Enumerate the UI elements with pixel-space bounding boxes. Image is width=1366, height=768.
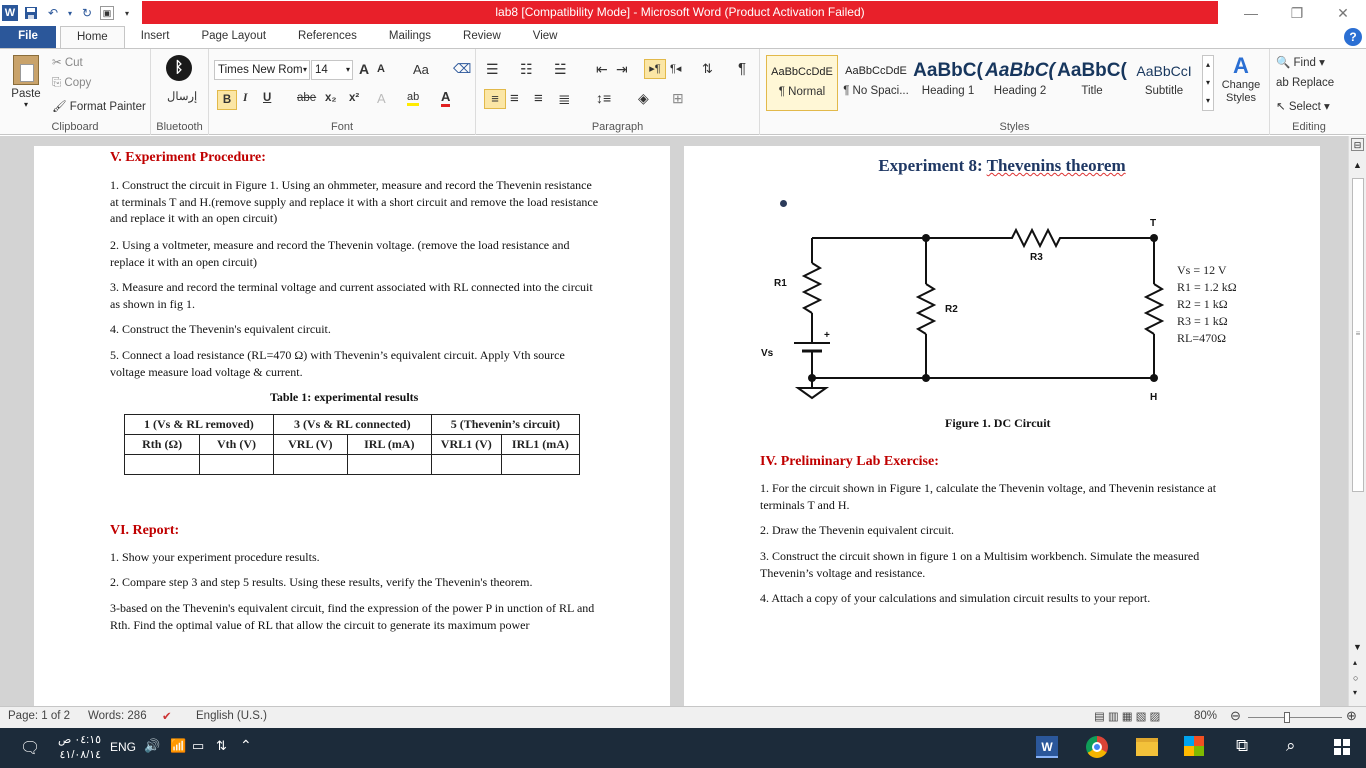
table-col: IRL1 (mA)	[501, 435, 579, 455]
tab-mailings[interactable]: Mailings	[388, 30, 432, 42]
procedure-step-3: 3. Measure and record the terminal voltage and current associated with RL connected into the circuit as shown in fig 1.	[110, 280, 593, 311]
value-rl: RL=470Ω	[1177, 331, 1227, 345]
table-row	[125, 455, 580, 475]
undo-icon[interactable]: ↶	[47, 6, 59, 20]
cut-button[interactable]: ✂ Cut	[52, 57, 83, 69]
volume-icon[interactable]: 🔊	[144, 738, 161, 753]
shrink-font-button[interactable]: A	[377, 63, 385, 75]
table-col: IRL (mA)	[347, 435, 431, 455]
sort-icon[interactable]: ⇅	[702, 61, 713, 76]
qat-more-icon[interactable]: ▾	[124, 8, 129, 18]
style-subtitle[interactable]: AaBbCcI Subtitle	[1136, 63, 1192, 97]
align-right-icon[interactable]: ≡	[534, 90, 543, 107]
value-r3: R3 = 1 kΩ	[1177, 314, 1228, 328]
scroll-down-icon[interactable]: ▼	[1353, 642, 1362, 652]
word-count[interactable]: Words: 286	[88, 710, 147, 722]
proofing-icon[interactable]: ✔	[162, 711, 172, 723]
page-right	[684, 146, 1320, 726]
node-dot	[922, 234, 930, 242]
editing-group	[1270, 49, 1348, 135]
paragraph-label: Paragraph	[591, 121, 644, 133]
bullets-icon[interactable]: ☰	[486, 61, 499, 77]
page-count[interactable]: Page: 1 of 2	[8, 710, 71, 722]
document-area	[0, 136, 1348, 706]
exercise-3: 3. Construct the circuit shown in figure 1 on a Multisim workbench. Simulate the measured Thevenin’s voltage and resistance.	[760, 549, 1200, 580]
procedure-step-4: 4. Construct the Thevenin's equivalent circuit.	[110, 322, 331, 336]
format-painter-button[interactable]: 🖌 Format Painter	[52, 101, 146, 113]
customize-icon[interactable]: ▣	[100, 6, 114, 20]
battery-icon[interactable]: ▭	[192, 738, 205, 753]
style-normal[interactable]: AaBbCcDdE ¶ Normal	[766, 55, 838, 111]
tab-insert[interactable]: Insert	[140, 30, 170, 42]
label-r2: R2	[945, 304, 958, 315]
results-table	[124, 414, 580, 475]
show-marks-icon[interactable]: ¶	[738, 60, 747, 77]
shading-icon[interactable]: ◈	[638, 90, 649, 106]
ribbon-tabs	[0, 26, 1366, 48]
quick-access-toolbar	[0, 1, 136, 25]
replace-button[interactable]: ab Replace	[1276, 77, 1335, 89]
figure-caption: Figure 1. DC Circuit	[945, 416, 1051, 430]
ruler-toggle-icon[interactable]: ⊟	[1351, 138, 1364, 151]
style-title[interactable]: AaBbC( Title	[1057, 60, 1127, 97]
paste-button[interactable]: Paste ▾	[6, 53, 46, 113]
bluetooth-label: Bluetooth	[156, 121, 203, 133]
paste-icon	[13, 55, 39, 85]
styles-group	[760, 49, 1270, 135]
component-values	[1177, 262, 1237, 347]
zoom-slider[interactable]	[1248, 717, 1342, 718]
label-h: H	[1150, 392, 1158, 403]
tab-home[interactable]: Home	[60, 26, 125, 48]
save-icon[interactable]	[22, 4, 40, 22]
zoom-thumb[interactable]	[1284, 712, 1290, 723]
tab-review[interactable]: Review	[463, 30, 501, 42]
label-plus: +	[824, 330, 830, 341]
node-dot	[808, 374, 816, 382]
bluetooth-icon[interactable]: ᛒ	[166, 55, 192, 81]
zoom-in-icon[interactable]: ⊕	[1346, 708, 1357, 723]
clear-format-icon[interactable]: ⌫	[453, 61, 472, 76]
experiment-title: Experiment 8: Thevenins theorem	[878, 156, 1126, 175]
procedure-heading: V. Experiment Procedure:	[110, 150, 266, 165]
label-r1: R1	[774, 278, 787, 289]
task-view-icon[interactable]: ⧉	[1236, 736, 1249, 755]
style-heading-1[interactable]: AaBbC( Heading 1	[913, 60, 983, 97]
style-heading-2[interactable]: AaBbC( Heading 2	[985, 60, 1055, 97]
label-t: T	[1150, 218, 1157, 229]
procedure-step-5: 5. Connect a load resistance (RL=470 Ω) with Thevenin’s equivalent circuit. Apply Vth source voltage measure load voltage & current.	[110, 348, 565, 379]
chrome-icon[interactable]	[1086, 736, 1108, 758]
multilevel-icon[interactable]: ☱	[554, 61, 567, 77]
exercise-2: 2. Draw the Thevenin equivalent circuit.	[760, 523, 955, 537]
help-icon[interactable]: ?	[1344, 28, 1362, 46]
window-controls	[1228, 0, 1366, 26]
redo-icon[interactable]: ↻	[81, 6, 93, 20]
tab-file[interactable]: File	[0, 26, 56, 48]
font-color-icon[interactable]: A	[441, 89, 450, 107]
underline-button[interactable]: U	[263, 92, 272, 104]
file-explorer-icon[interactable]	[1136, 738, 1158, 756]
report-item-2: 2. Compare step 3 and step 5 results. Using these results, verify the Thevenin's theorem.	[110, 575, 533, 589]
label-r3: R3	[1030, 252, 1043, 263]
value-vs: Vs = 12 V	[1177, 263, 1227, 277]
preliminary-heading: IV. Preliminary Lab Exercise:	[760, 454, 939, 469]
paragraph-group	[476, 49, 760, 135]
table-col: VRL (V)	[273, 435, 347, 455]
word-taskbar-icon[interactable]: W	[1036, 736, 1058, 758]
table-group-1: 1 (Vs & RL removed)	[125, 415, 274, 435]
italic-button[interactable]: I	[243, 92, 248, 104]
scroll-thumb[interactable]: ≡	[1352, 178, 1364, 492]
bluetooth-send[interactable]: إرسال	[167, 91, 198, 103]
superscript-button[interactable]: x²	[349, 92, 360, 104]
clipboard-label: Clipboard	[51, 121, 99, 133]
next-page-icon[interactable]: ▾	[1353, 688, 1358, 697]
scroll-up-icon[interactable]: ▲	[1353, 160, 1362, 170]
copy-button[interactable]: ⎘ Copy	[52, 77, 92, 89]
tab-page-layout[interactable]: Page Layout	[201, 30, 267, 42]
minimize-icon[interactable]: —	[1244, 5, 1258, 21]
page-left	[34, 146, 670, 726]
ribbon	[0, 48, 1366, 135]
numbering-icon[interactable]: ☷	[520, 61, 533, 77]
editing-label: Editing	[1292, 121, 1326, 133]
start-icon[interactable]	[1334, 739, 1350, 755]
vertical-scrollbar[interactable]	[1348, 136, 1366, 706]
justify-icon[interactable]: ≣	[558, 91, 571, 108]
zoom-level[interactable]: 80%	[1194, 710, 1218, 722]
line-spacing-icon[interactable]: ↕≡	[596, 90, 612, 106]
view-buttons[interactable]: ▤▥▦▧▨	[1094, 711, 1164, 723]
table-col: Rth (Ω)	[125, 435, 200, 455]
title-bar	[0, 0, 1366, 26]
table-group-3: 3 (Vs & RL connected)	[273, 415, 431, 435]
show-hidden-icon[interactable]: ⌃	[240, 737, 252, 753]
dc-circuit-diagram	[754, 218, 1158, 418]
input-language[interactable]: ENG	[110, 740, 137, 754]
clock[interactable]: ٠٤:١٥ ص ٤١/٠٨/١٤	[58, 734, 102, 761]
exercise-4: 4. Attach a copy of your calculations and simulation circuit results to your report.	[760, 591, 1151, 605]
notification-icon[interactable]: 🗨	[20, 740, 41, 757]
change-styles-button[interactable]: A Change Styles	[1218, 53, 1264, 105]
browse-object-icon[interactable]: ○	[1353, 673, 1359, 683]
change-case-button[interactable]: Aa	[413, 62, 429, 77]
change-styles-icon: A	[1233, 53, 1249, 78]
find-button[interactable]: 🔍 Find ▾	[1276, 57, 1325, 69]
strikethrough-button[interactable]: abe	[297, 92, 317, 104]
table-col: Vth (V)	[200, 435, 274, 455]
font-size-select[interactable]: 14 ▾	[311, 60, 353, 80]
tray-app-icon[interactable]: ⇅	[216, 738, 227, 753]
word-app-icon[interactable]: W	[2, 5, 18, 21]
align-left-icon[interactable]: ≡	[484, 89, 506, 109]
store-icon[interactable]	[1184, 736, 1204, 756]
status-bar	[0, 706, 1366, 728]
grow-font-button[interactable]: A	[359, 61, 370, 77]
prev-page-icon[interactable]: ▴	[1353, 658, 1358, 667]
table-col: VRL1 (V)	[431, 435, 501, 455]
zoom-out-icon[interactable]: ⊖	[1230, 708, 1241, 723]
bold-button[interactable]: B	[217, 90, 237, 110]
table-caption: Table 1: experimental results	[270, 390, 419, 404]
restore-icon[interactable]: ❐	[1290, 4, 1304, 21]
styles-scroll[interactable]: ▴ ▾ ▾	[1202, 55, 1214, 111]
rtl-icon[interactable]: ¶◂	[670, 63, 682, 75]
exercise-1: 1. For the circuit shown in Figure 1, calculate the Thevenin voltage, and Thevenin resistance at terminals T and H.	[760, 481, 1217, 512]
font-group	[209, 49, 476, 135]
align-center-icon[interactable]: ≡	[510, 90, 519, 107]
font-label: Font	[330, 121, 353, 133]
language[interactable]: English (U.S.)	[196, 710, 267, 722]
report-item-1: 1. Show your experiment procedure results.	[110, 550, 320, 564]
label-vs: Vs	[761, 348, 774, 359]
text-effects-icon[interactable]: A	[377, 91, 386, 106]
close-icon[interactable]: ✕	[1337, 4, 1349, 21]
report-item-3: 3-based on the Thevenin's equivalent circuit, find the expression of the power P in unction of RL and Rth. Find the optimal value of RL that allow the circuit to generate its maximum power	[110, 601, 595, 632]
search-icon[interactable]: ⌕	[1286, 736, 1296, 755]
table-group-5: 5 (Thevenin’s circuit)	[431, 415, 579, 435]
styles-label: Styles	[999, 121, 1030, 133]
font-name-select[interactable]: Times New Rom ▾	[214, 60, 310, 80]
taskbar	[0, 728, 1366, 768]
wifi-icon[interactable]: 📶	[170, 738, 187, 753]
value-r2: R2 = 1 kΩ	[1177, 297, 1228, 311]
value-r1: R1 = 1.2 kΩ	[1177, 280, 1237, 294]
tab-view[interactable]: View	[532, 30, 558, 42]
node-dot	[922, 374, 930, 382]
node-dot	[1150, 374, 1158, 382]
increase-indent-icon[interactable]: ⇥	[616, 61, 628, 77]
report-heading: VI. Report:	[110, 523, 180, 538]
decrease-indent-icon[interactable]: ⇤	[596, 61, 608, 77]
select-button[interactable]: ↖ Select ▾	[1276, 101, 1330, 113]
procedure-step-2: 2. Using a voltmeter, measure and record the Thevenin voltage. (remove the load resistance and replace it with an open circuit)	[110, 238, 570, 269]
bluetooth-group	[151, 49, 209, 135]
window-title: lab8 [Compatibility Mode] - Microsoft Word (Product Activation Failed)	[142, 1, 1218, 24]
procedure-step-1: 1. Construct the circuit in Figure 1. Using an ohmmeter, measure and record the Thevenin resistance at terminals T and H.(remove supply and replace it with a short circuit and remove the load resistance and replace it with an open circuit)	[110, 178, 599, 225]
clipboard-group	[0, 49, 151, 135]
node-dot	[1150, 234, 1158, 242]
highlight-icon[interactable]: ab	[407, 91, 419, 106]
tab-references[interactable]: References	[298, 30, 357, 42]
dropdown-icon[interactable]: ▾	[67, 8, 72, 18]
subscript-button[interactable]: x₂	[325, 92, 337, 104]
anchor-dot	[780, 200, 787, 207]
style-no-spacing[interactable]: AaBbCcDdE ¶ No Spaci...	[843, 65, 909, 97]
borders-icon[interactable]: ⊞	[672, 90, 684, 106]
ltr-icon[interactable]: ▸¶	[644, 59, 666, 79]
